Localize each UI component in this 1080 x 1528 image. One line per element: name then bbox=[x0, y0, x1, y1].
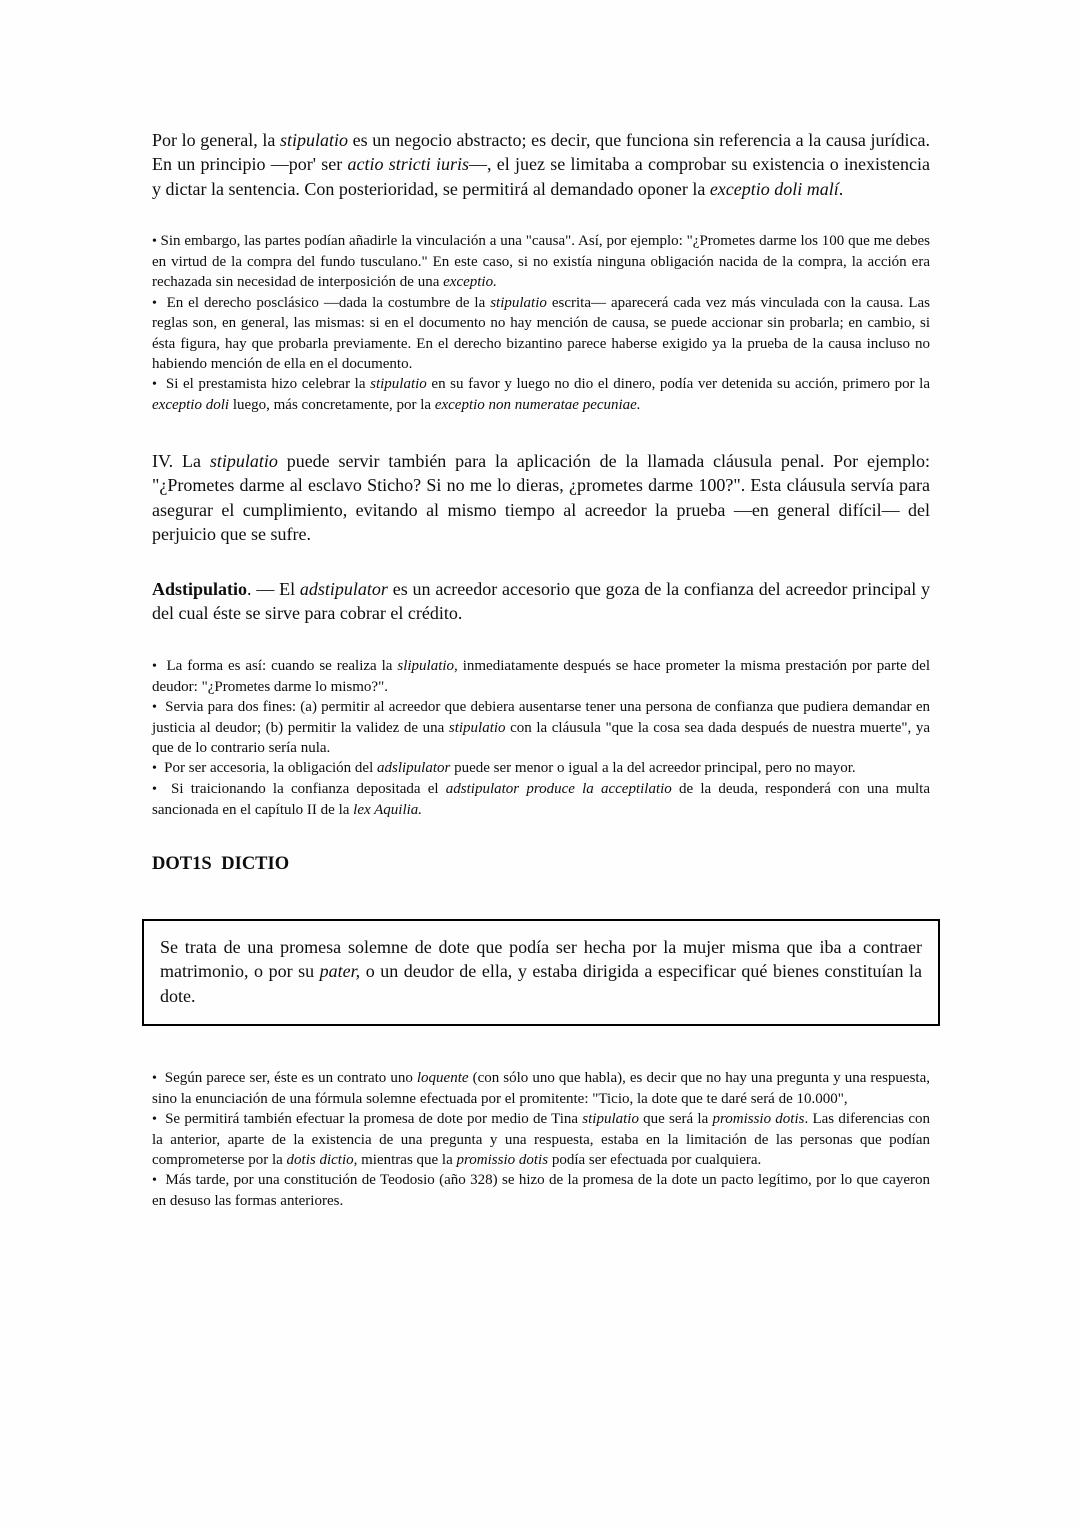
text-run: loquente bbox=[416, 1070, 469, 1087]
bullet-marker-icon: • bbox=[152, 295, 162, 311]
bullet-item bbox=[152, 293, 930, 374]
text-run: . — El bbox=[247, 578, 300, 599]
text-run: inmediatamente después se hace prometer la misma prestación por parte del deudor: "¿Prometes darme lo mismo?". bbox=[152, 657, 931, 695]
text-run: Más tarde, por una constitución de Teodosio (año 328) se hizo de la promesa de la dote un pacto legítimo, por lo que cayeron en desuso las formas anteriores. bbox=[152, 1172, 930, 1210]
text-run: exceptio. bbox=[443, 274, 497, 291]
text-run: Adstipulatio bbox=[152, 578, 248, 599]
text-run: Según parece ser, éste es un contrato uno bbox=[160, 1070, 417, 1087]
text-run: exceptio doli bbox=[152, 396, 230, 413]
text-run: Se trata de una promesa solemne de dote que podía ser hecha por la mujer misma que iba a contraer matrimonio, o por su bbox=[160, 936, 922, 982]
bullet-item bbox=[152, 758, 930, 779]
text-run: o un deudor de ella, y estaba dirigida a especificar qué bienes constituían la dote. bbox=[160, 961, 922, 1006]
bullet-marker-icon: • bbox=[152, 1112, 161, 1128]
bullet-marker-icon: • bbox=[152, 376, 162, 392]
bullet-marker-icon: • bbox=[152, 1173, 162, 1189]
text-run: . Las diferencias con la anterior, aparte de la existencia de una pregunta y una respuesta, estaba en la limitación de las personas que podían comprometerse por la bbox=[152, 1111, 930, 1169]
text-run: adstipulator produce la acceptilatio bbox=[445, 780, 672, 797]
dotis-dictio-heading bbox=[152, 854, 930, 875]
text-run: Por lo general, la bbox=[152, 130, 281, 150]
text-run: actio stricti iuris bbox=[347, 154, 470, 175]
stipulatio-notes-list bbox=[152, 231, 930, 415]
bullet-marker-icon: • bbox=[152, 1071, 161, 1087]
text-run: es un negocio abstracto; es decir, que funciona sin referencia a la causa jurídica. En un principio —por' ser bbox=[152, 130, 930, 175]
text-run: puede ser menor o igual a la del acreedor principal, pero no mayor. bbox=[450, 759, 856, 776]
bullet-item bbox=[152, 374, 930, 415]
text-run: stipulatio bbox=[490, 294, 547, 311]
text-run: Sin embargo, las partes podían añadirle la vinculación a una "causa". Así, por ejemplo: "¿Prometes darme los 100 que me debes en virtud de la compra del fundo tusculano." En este caso, si no existía ninguna obligación nacida de la compra, la acción era rechazada sin necesidad de interposición de una bbox=[152, 233, 931, 291]
text-run: mientras que la bbox=[357, 1152, 457, 1169]
text-run: stipulatio bbox=[582, 1111, 639, 1128]
dotis-dictio-definition bbox=[142, 919, 940, 1026]
clausula-penal-paragraph bbox=[152, 449, 930, 547]
text-run: escrita— aparecerá cada vez más vinculada con la causa. Las reglas son, en general, las mismas: si en el documento no hay mención de causa, se puede accionar sin probarla; en cambio, si ésta figura, hay que probarla previamente. En el derecho bizantino parece haberse exigido ya la prueba de la causa incluso no habiendo mención de ella en el documento. bbox=[152, 294, 930, 372]
text-run: stipulatio bbox=[209, 450, 278, 471]
text-run: en su favor y luego no dio el dinero, podía ver detenida su acción, primero por la bbox=[426, 375, 930, 392]
text-run: puede servir también para la aplicación de la llamada cláusula penal. Por ejemplo: "¿Prometes darme al esclavo Sticho? Si no me lo dieras, ¿prometes darme 100?". Esta cláusula servía para asegurar el cumplimiento, evitando al mismo tiempo al acreedor la prueba —en general difícil— del perjuicio que se sufre. bbox=[152, 450, 930, 545]
text-run: —, el juez se limitaba a comprobar su existencia o inexistencia y dictar la sentencia. Con posterioridad, se permitirá al demandado oponer la bbox=[152, 154, 930, 199]
text-run: Se permitirá también efectuar la promesa de dote por medio de Tina bbox=[160, 1111, 583, 1128]
text-run: Si el prestamista hizo celebrar la bbox=[161, 375, 371, 392]
text-run: con la cláusula "que la cosa sea dada después de nuestra muerte", ya que de lo contrario sería nula. bbox=[152, 719, 930, 756]
text-run: adslipulator bbox=[377, 759, 451, 776]
text-run: que será la bbox=[638, 1111, 713, 1128]
text-run: dotis dictio, bbox=[286, 1152, 358, 1169]
text-run: . bbox=[838, 178, 844, 199]
text-run: Servia para dos fines: (a) permitir al acreedor que debiera ausentarse tener una persona de confianza que pudiera demandar en justicia al deudor; (b) permitir la validez de una bbox=[152, 698, 931, 736]
bullet-item bbox=[152, 779, 930, 820]
bullet-item bbox=[152, 656, 930, 697]
text-run: stipulatio bbox=[448, 719, 506, 736]
dotis-dictio-notes-list bbox=[152, 1068, 930, 1211]
text-run: luego, más concretamente, por la bbox=[229, 396, 435, 413]
text-run: de la deuda, responderá con una multa sancionada en el capítulo II de la bbox=[152, 780, 931, 818]
text-run: La forma es así: cuando se realiza la bbox=[161, 657, 398, 674]
bullet-item bbox=[152, 1068, 930, 1109]
text-run: promissio dotis bbox=[712, 1111, 805, 1128]
text-run: podía ser efectuada por cualquiera. bbox=[548, 1152, 762, 1169]
text-run: exceptio doli malí bbox=[709, 178, 839, 199]
text-run: En el derecho posclásico —dada la costumbre de la bbox=[161, 294, 491, 311]
bullet-item bbox=[152, 231, 930, 292]
text-run: promissio dotis bbox=[456, 1152, 549, 1169]
text-run: pater, bbox=[319, 961, 361, 982]
bullet-marker-icon: • bbox=[152, 699, 161, 715]
bullet-marker-icon: • bbox=[152, 658, 162, 674]
text-run: adstipulator bbox=[299, 578, 388, 599]
text-run: DOT1S DICTIO bbox=[152, 853, 290, 874]
text-run: Si traicionando la confianza depositada el bbox=[163, 780, 446, 797]
text-run: (con sólo uno que habla), es decir que no hay una pregunta y una respuesta, sino la enunciación de una fórmula solemne efectuada por el promitente: "Ticio, la dote que te daré será de 10.000", bbox=[152, 1070, 930, 1107]
text-run: es un acreedor accesorio que goza de la confianza del acreedor principal y del cual éste se sirve para cobrar el crédito. bbox=[152, 578, 930, 624]
bullet-marker-icon: • bbox=[152, 781, 164, 797]
text-run: stipulatio bbox=[370, 375, 427, 392]
bullet-item bbox=[152, 697, 930, 758]
text-run: stipulatio bbox=[280, 130, 349, 150]
bullet-marker-icon: • bbox=[152, 760, 161, 776]
text-run: slipulatio, bbox=[397, 657, 458, 674]
intro-paragraph bbox=[152, 128, 930, 201]
adstipulatio-paragraph bbox=[152, 577, 930, 626]
adstipulatio-notes-list bbox=[152, 656, 930, 820]
bullet-item bbox=[152, 1109, 930, 1170]
bullet-marker-icon: • bbox=[152, 234, 161, 250]
bullet-item bbox=[152, 1170, 930, 1211]
document-body bbox=[152, 128, 930, 1211]
text-run: lex Aquilia. bbox=[353, 801, 423, 818]
text-run: exceptio non numeratae pecuniae. bbox=[434, 396, 641, 413]
text-run: IV. La bbox=[152, 450, 210, 471]
text-run: Por ser accesoria, la obligación del bbox=[160, 759, 377, 776]
